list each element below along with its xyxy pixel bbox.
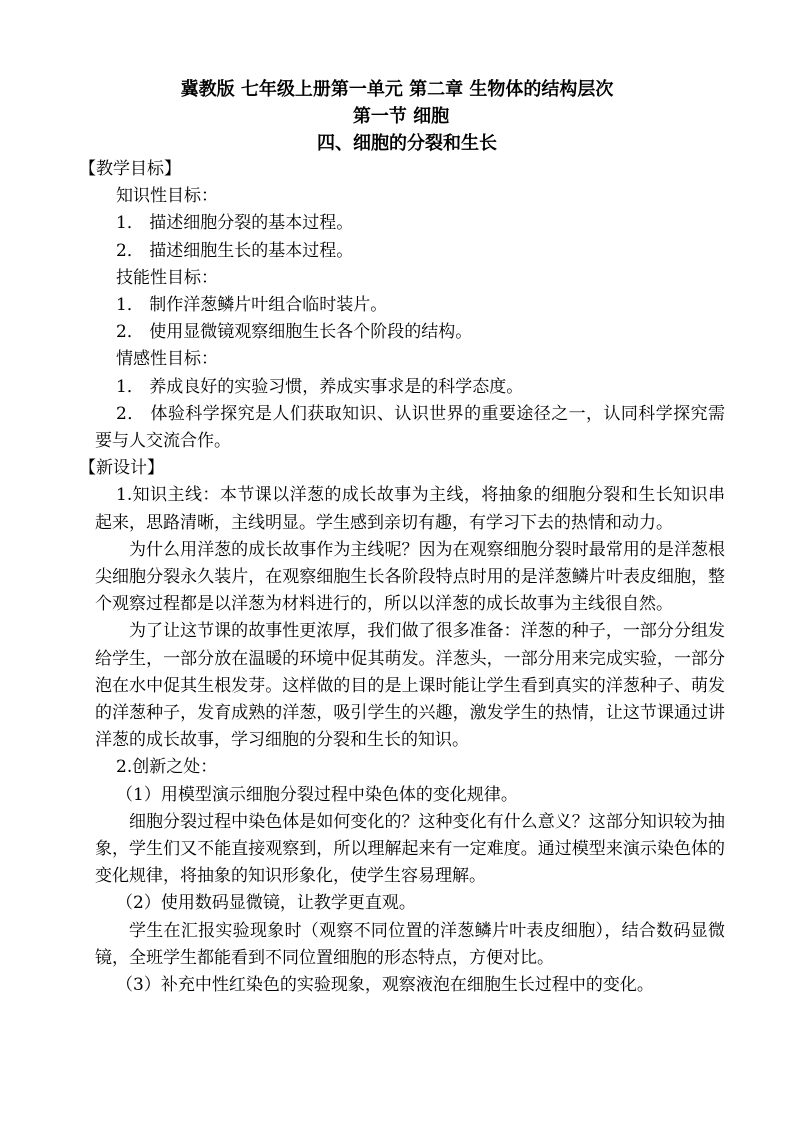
header-section: 第一节 细胞 xyxy=(352,106,450,127)
knowledge-goals-label: 知识性目标： xyxy=(116,186,218,207)
skill-goals-label: 技能性目标： xyxy=(116,267,218,288)
preparation-paragraph: 为了让这节课的故事性更浓厚，我们做了很多准备：洋葱的种子，一部分分组发给学生，一部分放在温暖的环境中促其萌发。洋葱头，一部分用来完成实验，一部分泡在水中促其生根发芽。这样做的目的是上课时能让学生看到真实的洋葱种子、萌发的洋葱种子，发育成熟的洋葱，吸引学生的兴趣，激发学生的热情，让这节课通过讲洋葱的成长故事，学习细胞的分裂和生长的知识。 xyxy=(95,621,725,751)
onion-story-reason-paragraph: 为什么用洋葱的成长故事作为主线呢？因为在观察细胞分裂时最常用的是洋葱根尖细胞分裂永久装片，在观察细胞生长各阶段特点时用的是洋葱鳞片叶表皮细胞，整个观察过程都是以洋葱为材料进行的，所以以洋葱的成长故事为主线很自然。 xyxy=(95,539,725,615)
knowledge-goal-item: 2． 描述细胞生长的基本过程。 xyxy=(116,240,354,261)
teaching-goals-heading: 【教学目标】 xyxy=(79,159,181,179)
innovation-3-title: （3）补充中性红染色的实验现象，观察液泡在细胞生长过程中的变化。 xyxy=(116,975,654,996)
innovation-label: 2.创新之处： xyxy=(116,757,218,778)
knowledge-mainline-paragraph: 1.知识主线：本节课以洋葱的成长故事为主线，将抽象的细胞分裂和生长知识串起来，思路清晰，主线明显。学生感到亲切有趣，有学习下去的热情和动力。 xyxy=(95,485,725,533)
document-header xyxy=(0,76,794,157)
innovation-2-body: 学生在汇报实验现象时（观察不同位置的洋葱鳞片叶表皮细胞），结合数码显微镜，全班学生都能看到不同位置细胞的形态特点，方便对比。 xyxy=(95,920,725,968)
skill-goal-item: 1． 制作洋葱鳞片叶组合临时装片。 xyxy=(116,295,388,316)
innovation-2-title: （2）使用数码显微镜，让教学更直观。 xyxy=(116,893,416,914)
knowledge-goal-item: 1． 描述细胞分裂的基本过程。 xyxy=(116,213,354,234)
innovation-1-body: 细胞分裂过程中染色体是如何变化的？这种变化有什么意义？这部分知识较为抽象，学生们又不能直接观察到，所以理解起来有一定难度。通过模型来演示染色体的变化规律，将抽象的知识形象化，使学生容易理解。 xyxy=(95,811,725,887)
document-body xyxy=(79,156,725,999)
innovation-1-title: （1）用模型演示细胞分裂过程中染色体的变化规律。 xyxy=(116,784,518,805)
header-lesson-title: 四、细胞的分裂和生长 xyxy=(317,133,497,154)
skill-goal-item: 2． 使用显微镜观察细胞生长各个阶段的结构。 xyxy=(116,322,473,343)
new-design-heading: 【新设计】 xyxy=(79,458,164,479)
header-textbook-chapter: 冀教版 七年级上册第一单元 第二章 生物体的结构层次 xyxy=(180,79,614,100)
emotion-goals-label: 情感性目标： xyxy=(116,349,218,370)
emotion-goal-item: 2． 体验科学探究是人们获取知识、认识世界的重要途径之一，认同科学探究需要与人交流合作。 xyxy=(95,403,725,452)
emotion-goal-item: 1． 养成良好的实验习惯，养成实事求是的科学态度。 xyxy=(116,376,524,397)
